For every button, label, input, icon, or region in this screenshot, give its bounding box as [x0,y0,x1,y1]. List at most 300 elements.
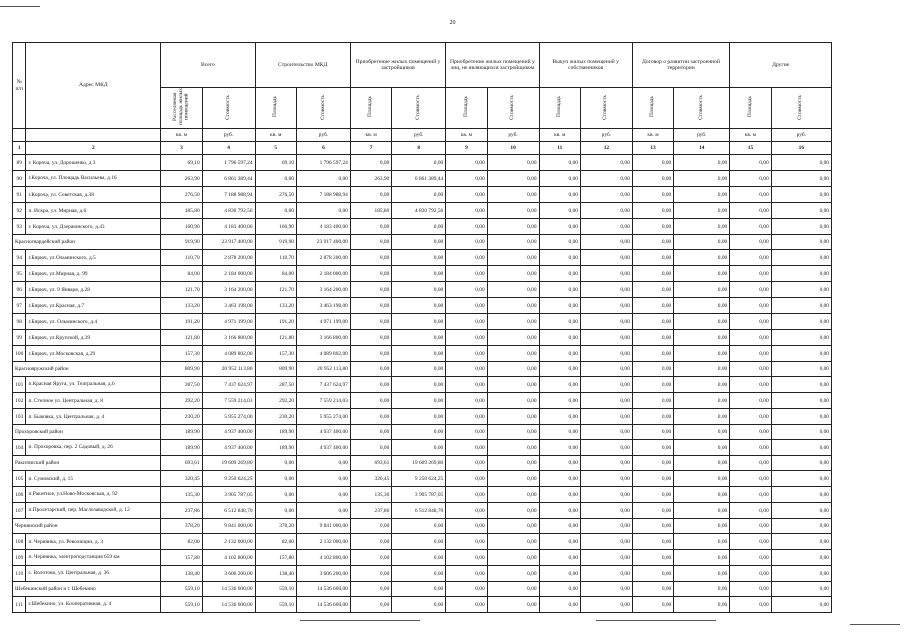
cost-cell: 0,00 [580,566,632,582]
area-cell: 0,00 [446,171,487,187]
cost-cell: 6 861 389,44 [202,171,255,187]
area-cell: 0,00 [350,250,391,266]
area-cell: 230,20 [161,409,202,425]
cost-cell: 0,00 [771,266,831,282]
group-header-buyout: Выкуп жилых помещений у собственников [539,43,632,88]
cost-cell: 0,00 [674,409,730,425]
column-number: 10 [487,142,539,155]
row-number: 99 [13,330,26,346]
area-cell: 287,50 [161,377,202,393]
cost-cell: 0,00 [296,171,350,187]
area-cell: 0,00 [730,393,771,409]
area-cell: 0,00 [350,346,391,362]
area-cell: 0,00 [632,219,673,235]
cost-cell: 4 102 800,00 [296,550,350,566]
cost-cell: 0,00 [487,330,539,346]
table-row [13,171,832,187]
address-cell: п.Пролетарский, пер. Маслозаводской, д. 12 [26,503,161,519]
cost-cell: 0,00 [771,298,831,314]
area-cell: 0,00 [539,346,580,362]
cost-cell: 0,00 [296,471,350,487]
area-cell: 292,20 [161,393,202,409]
cost-cell: 0,00 [392,187,446,203]
unit-area: кв. м [446,129,487,142]
area-cell: 263,90 [161,171,202,187]
area-cell: 919,90 [161,235,202,250]
area-cell: 0,00 [539,456,580,471]
cost-cell: 7 437 624,97 [202,377,255,393]
cost-cell: 3 905 787,05 [392,487,446,503]
cost-cell: 0,00 [392,330,446,346]
cost-cell: 0,00 [771,250,831,266]
cost-cell: 4 830 792,56 [202,203,255,219]
row-number: 106 [13,487,26,503]
address-cell: г.Шебекино, ул. Кооперативная, д. 4 [26,597,161,613]
area-cell: 0,00 [632,550,673,566]
area-cell: 0,00 [632,503,673,519]
area-cell: 69,10 [161,155,202,171]
row-number: 109 [13,550,26,566]
address-cell: п. Сумовский, д. 15 [26,471,161,487]
area-cell: 0,00 [730,330,771,346]
cost-cell: 0,00 [392,519,446,534]
subheader-area: Площадь [350,88,391,129]
row-number: 100 [13,346,26,362]
cost-cell: 0,00 [674,393,730,409]
area-cell: 0,00 [730,566,771,582]
unit-cell [26,129,161,142]
cost-cell: 0,00 [392,377,446,393]
area-cell: 84,00 [161,266,202,282]
cost-cell: 0,00 [674,203,730,219]
address-cell: г. Короча, ул. Дзержинского, д.43 [26,219,161,235]
unit-area: кв. м [255,129,296,142]
subheader-cost: Стоимость [487,88,539,129]
cost-cell: 0,00 [487,346,539,362]
cost-cell: 0,00 [392,440,446,456]
column-number: 14 [674,142,730,155]
area-cell: 0,00 [730,250,771,266]
area-cell: 0,00 [632,250,673,266]
cost-cell: 0,00 [296,487,350,503]
area-cell: 0,00 [632,362,673,377]
unit-area: кв. м [730,129,771,142]
cost-cell: 0,00 [674,534,730,550]
area-cell: 135,30 [161,487,202,503]
unit-area: кв. м [350,129,391,142]
area-cell: 0,00 [539,487,580,503]
table-row [13,330,832,346]
cost-cell: 0,00 [771,171,831,187]
area-cell: 378,20 [161,519,202,534]
cost-cell: 0,00 [487,393,539,409]
area-cell: 0,00 [730,534,771,550]
cost-cell: 0,00 [580,298,632,314]
row-number: 97 [13,298,26,314]
cost-cell: 2 132 000,00 [296,534,350,550]
cost-cell: 0,00 [580,346,632,362]
cost-cell: 0,00 [674,566,730,582]
row-number: 105 [13,471,26,487]
cost-cell: 0,00 [674,330,730,346]
row-number: 108 [13,534,26,550]
address-cell: г.Бирюч, ул.Красная, д.7 [26,298,161,314]
cost-cell: 0,00 [674,171,730,187]
address-cell: п.Красная Яруга, ул. Театральная, д.6 [26,377,161,393]
area-cell: 0,00 [730,219,771,235]
column-number: 8 [392,142,446,155]
cost-cell: 0,00 [580,519,632,534]
cost-cell: 0,00 [392,155,446,171]
area-cell: 0,00 [539,597,580,613]
cost-cell: 0,00 [392,298,446,314]
cost-cell: 0,00 [487,155,539,171]
area-cell: 0,00 [446,440,487,456]
cost-cell: 1 796 597,24 [202,155,255,171]
area-cell: 0,00 [539,171,580,187]
cost-cell: 4 830 792,56 [392,203,446,219]
area-cell: 0,00 [446,203,487,219]
table-row [13,440,832,456]
area-cell: 0,00 [255,456,296,471]
cost-cell: 0,00 [580,203,632,219]
unit-cost: руб. [674,129,730,142]
cost-cell: 0,00 [392,409,446,425]
cost-cell: 0,00 [487,235,539,250]
cost-cell: 14 536 600,00 [296,597,350,613]
column-number: 9 [446,142,487,155]
area-cell: 0,00 [350,362,391,377]
area-cell: 559,10 [161,582,202,597]
table-row [13,250,832,266]
area-cell: 0,00 [446,235,487,250]
cost-cell: 0,00 [392,582,446,597]
area-cell: 0,00 [255,503,296,519]
cost-cell: 0,00 [487,298,539,314]
area-cell: 0,00 [730,187,771,203]
cost-cell: 19 609 269,80 [392,456,446,471]
cost-cell: 0,00 [487,219,539,235]
area-cell: 0,00 [730,362,771,377]
area-cell: 0,00 [539,519,580,534]
unit-area: кв. м [632,129,673,142]
area-cell: 0,00 [730,456,771,471]
subheader-area: Площадь [255,88,296,129]
area-cell: 191,20 [255,314,296,330]
area-cell: 185,80 [161,203,202,219]
area-cell: 133,20 [161,298,202,314]
cost-cell: 3 463 198,00 [202,298,255,314]
unit-cost: руб. [580,129,632,142]
area-cell: 84,00 [255,266,296,282]
cost-cell: 0,00 [771,235,831,250]
area-cell: 0,00 [730,440,771,456]
address-cell: г.Короча, ул. Площадь Васильева, д.16 [26,171,161,187]
cost-cell: 3 166 800,00 [202,330,255,346]
area-cell: 121,70 [161,282,202,298]
unit-cell [13,129,26,142]
area-cell: 0,00 [350,393,391,409]
area-cell: 0,00 [255,203,296,219]
table-row [13,266,832,282]
area-cell: 189,90 [255,425,296,440]
cost-cell: 0,00 [674,503,730,519]
cost-cell: 0,00 [392,346,446,362]
column-number: 12 [580,142,632,155]
cost-cell: 0,00 [674,377,730,393]
district-subtotal-row [13,425,832,440]
area-cell: 0,00 [632,425,673,440]
cost-cell: 0,00 [580,456,632,471]
area-cell: 0,00 [730,377,771,393]
cost-cell: 0,00 [487,582,539,597]
cost-cell: 0,00 [580,314,632,330]
page-number: 20 [449,20,456,26]
cost-cell: 0,00 [674,235,730,250]
group-header-territory-contract: Договор о развитии застроенной территории [632,43,729,88]
area-cell: 0,00 [730,266,771,282]
area-cell: 0,00 [255,171,296,187]
cost-cell: 0,00 [674,314,730,330]
cost-cell: 0,00 [487,250,539,266]
area-cell: 121,80 [255,330,296,346]
cost-cell: 0,00 [487,440,539,456]
table-row [13,298,832,314]
cost-cell: 0,00 [771,566,831,582]
area-cell: 0,00 [446,582,487,597]
cost-cell: 3 905 787,05 [202,487,255,503]
area-cell: 0,00 [446,409,487,425]
cost-cell: 0,00 [580,362,632,377]
area-cell: 0,00 [539,330,580,346]
column-number: 11 [539,142,580,155]
table-header [13,43,832,155]
subheader-area: Площадь [446,88,487,129]
cost-cell: 3 164 200,00 [202,282,255,298]
table-row [13,155,832,171]
area-cell: 0,00 [730,503,771,519]
cost-cell: 0,00 [580,425,632,440]
area-cell: 0,00 [350,266,391,282]
column-number-row [13,142,832,155]
cost-cell: 0,00 [674,456,730,471]
cost-cell: 0,00 [296,203,350,219]
cost-cell: 0,00 [580,597,632,613]
area-cell: 0,00 [446,393,487,409]
area-cell: 121,80 [161,330,202,346]
area-cell: 809,90 [255,362,296,377]
area-cell: 0,00 [446,550,487,566]
cost-cell: 0,00 [674,250,730,266]
column-number: 5 [255,142,296,155]
cost-cell: 7 188 988,94 [202,187,255,203]
cost-cell: 2 132 000,00 [202,534,255,550]
cost-cell: 0,00 [771,456,831,471]
cost-cell: 0,00 [771,314,831,330]
cost-cell: 0,00 [674,550,730,566]
cost-cell: 0,00 [580,471,632,487]
area-cell: 160,90 [255,219,296,235]
district-subtotal-row [13,519,832,534]
subheader-resettled-area: Расселяемая площадь жилых помещений [161,88,202,129]
cost-cell: 0,00 [771,487,831,503]
area-cell: 138,40 [161,566,202,582]
cost-cell: 0,00 [580,377,632,393]
cost-cell: 0,00 [392,219,446,235]
cost-cell: 0,00 [580,503,632,519]
area-cell: 0,00 [539,187,580,203]
row-number: 93 [13,219,26,235]
area-cell: 559,10 [255,597,296,613]
table-row [13,471,832,487]
table-row [13,503,832,519]
cost-cell: 0,00 [580,393,632,409]
area-cell: 0,00 [730,171,771,187]
cost-cell: 0,00 [487,314,539,330]
cost-cell: 0,00 [487,409,539,425]
area-cell: 0,00 [446,471,487,487]
subheader-area: Площадь [539,88,580,129]
area-cell: 0,00 [446,534,487,550]
area-cell: 0,00 [730,235,771,250]
cost-cell: 0,00 [771,519,831,534]
area-cell: 0,00 [350,550,391,566]
cost-cell: 0,00 [771,282,831,298]
unit-cost: руб. [296,129,350,142]
row-number: 101 [13,377,26,393]
cost-cell: 0,00 [580,582,632,597]
area-cell: 0,00 [539,235,580,250]
unit-cost: руб. [487,129,539,142]
cost-cell: 0,00 [392,425,446,440]
area-cell: 693,61 [161,456,202,471]
cost-cell: 0,00 [674,346,730,362]
cost-cell: 0,00 [771,471,831,487]
unit-cost: руб. [771,129,831,142]
area-cell: 0,00 [730,409,771,425]
area-cell: 0,00 [350,314,391,330]
cost-cell: 0,00 [392,534,446,550]
area-cell: 0,00 [632,377,673,393]
area-cell: 0,00 [539,409,580,425]
cost-cell: 0,00 [487,171,539,187]
area-cell: 157,80 [161,550,202,566]
area-cell: 189,90 [161,425,202,440]
area-cell: 0,00 [539,298,580,314]
cost-cell: 4 183 400,00 [202,219,255,235]
table-row [13,314,832,330]
table-row [13,282,832,298]
area-cell: 0,00 [539,550,580,566]
area-cell: 237,86 [350,503,391,519]
address-cell: п. Степное ул. Центральная, д. 8 [26,393,161,409]
cost-cell: 23 917 400,00 [202,235,255,250]
area-cell: 0,00 [350,187,391,203]
area-cell: 160,90 [161,219,202,235]
cost-cell: 0,00 [771,393,831,409]
area-cell: 0,00 [730,487,771,503]
area-cell: 0,00 [539,362,580,377]
area-cell: 0,00 [446,597,487,613]
table-row [13,346,832,362]
cost-cell: 0,00 [392,314,446,330]
area-cell: 0,00 [730,282,771,298]
area-cell: 0,00 [730,582,771,597]
cost-cell: 0,00 [487,519,539,534]
cost-cell: 7 559 214,03 [296,393,350,409]
area-cell: 0,00 [539,503,580,519]
cost-cell: 0,00 [487,377,539,393]
subheader-cost: Стоимость [674,88,730,129]
area-cell: 0,00 [632,582,673,597]
cost-cell: 4 971 199,00 [296,314,350,330]
cost-cell: 0,00 [487,487,539,503]
address-cell: г.Бирюч, ул.Крупской, д.39 [26,330,161,346]
area-cell: 0,00 [446,266,487,282]
area-cell: 189,90 [161,440,202,456]
area-cell: 0,00 [446,425,487,440]
cost-cell: 0,00 [674,597,730,613]
area-cell: 0,00 [446,330,487,346]
cost-cell: 0,00 [296,456,350,471]
area-cell: 189,90 [255,440,296,456]
area-cell: 0,00 [632,187,673,203]
cost-cell: 0,00 [580,219,632,235]
cost-cell: 9 841 000,00 [296,519,350,534]
row-number: 102 [13,393,26,409]
area-cell: 0,00 [730,314,771,330]
row-number: 95 [13,266,26,282]
area-cell: 0,00 [730,346,771,362]
scan-artifact-line [300,620,420,621]
district-name: Ракитянский район [13,456,161,471]
cost-cell: 0,00 [674,219,730,235]
area-cell: 185,80 [350,203,391,219]
cost-cell: 0,00 [771,534,831,550]
cost-cell: 0,00 [580,330,632,346]
area-cell: 809,90 [161,362,202,377]
cost-cell: 0,00 [487,362,539,377]
cost-cell: 0,00 [771,377,831,393]
row-number: 91 [13,187,26,203]
table-row [13,409,832,425]
group-header-construction: Строительство МКД [255,43,350,88]
cost-cell: 0,00 [296,503,350,519]
area-cell: 121,70 [255,282,296,298]
unit-area: кв. м [539,129,580,142]
table-row [13,487,832,503]
table-row [13,393,832,409]
cost-cell: 4 089 802,00 [202,346,255,362]
cost-cell: 2 184 000,00 [296,266,350,282]
cost-cell: 6 861 389,44 [392,171,446,187]
cost-cell: 0,00 [771,440,831,456]
cost-cell: 0,00 [674,266,730,282]
column-number: 3 [161,142,202,155]
cost-cell: 0,00 [392,550,446,566]
area-cell: 559,10 [161,597,202,613]
area-cell: 320,45 [161,471,202,487]
area-cell: 0,00 [539,471,580,487]
row-number: 90 [13,171,26,187]
address-cell: г. Короча, ул. Дорошенко, д.3 [26,155,161,171]
cost-cell: 0,00 [580,266,632,282]
area-cell: 0,00 [539,266,580,282]
cost-cell: 0,00 [487,266,539,282]
row-number: 110 [13,566,26,582]
area-cell: 0,00 [632,203,673,219]
cost-cell: 0,00 [771,550,831,566]
